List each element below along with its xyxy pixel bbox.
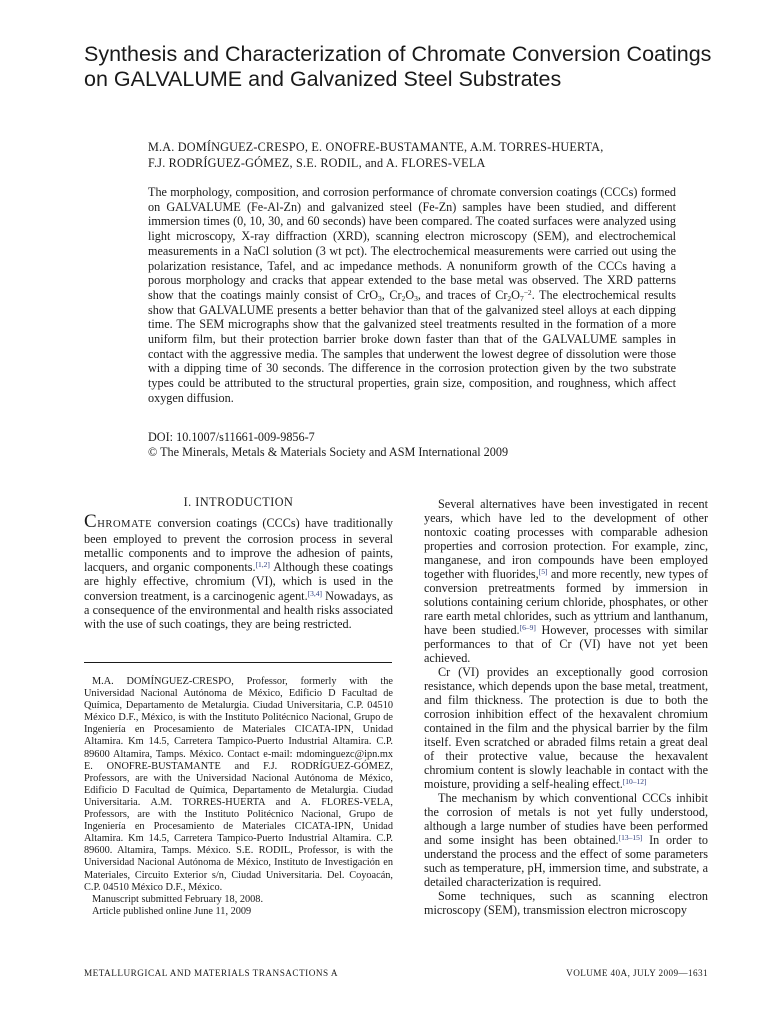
right-column bbox=[424, 497, 708, 917]
citation-link[interactable]: [13–15] bbox=[618, 833, 643, 842]
author-affiliations-footnote bbox=[84, 676, 393, 918]
copyright-notice: © The Minerals, Metals & Materials Society and ASM International 2009 bbox=[148, 445, 509, 459]
author-line: M.A. DOMÍNGUEZ-CRESPO, E. ONOFRE-BUSTAMANTE, A.M. TORRES-HUERTA, bbox=[148, 140, 604, 154]
section-heading-introduction: I. INTRODUCTION bbox=[183, 495, 294, 509]
author-list bbox=[148, 140, 688, 171]
body-paragraph: The mechanism by which conventional CCCs inhibit the corrosion of metals is not yet fully understood, although a large number of studies have been performed and some insight has been obtained.[13–15] In order to understand the process and the effect of some parameters such as temperature, pH, immersion time, and substrate, a detailed characterization is required. bbox=[424, 791, 708, 889]
affiliation-text: M.A. DOMÍNGUEZ-CRESPO, Professor, formerly with the Universidad Nacional Autónoma de México, Edificio D Facultad de Química, Departamento de Metalurgia. Ciudad Universitaria, C.P. 04510 México D.F., México, is with the Instituto Politécnico Nacional, Grupo de Ingeniería en Procesamiento de Materiales CICATA-IPN, Unidad Altamira. Km 14.5, Carretera Tampico-Puerto Industrial Altamira. C.P. 89600 Altamira, Tamps. México. Contact e-mail: mdominguezc@ipn.mx E. ONOFRE-BUSTAMANTE and F.J. RODRÍGUEZ-GÓMEZ, Professors, are with the Universidad Nacional Autónoma de México, Edificio D Facultad de Química, Departamento de Metalurgia. Ciudad Universitaria. A.M. TORRES-HUERTA and A. FLORES-VELA, Professors, are with the Instituto Politécnico Nacional, Grupo de Ingeniería en Procesamiento de Materiales CICATA-IPN, Unidad Altamira. Km 14.5, Carretera Tampico-Puerto Industrial Altamira. C.P. 89600. Altamira, Tamps. México. S.E. RODIL, Professor, is with the Universidad Nacional Autónoma de México, Instituto de Investigación en Materiales, Circuito Exterior s/n, Ciudad Universitaria. Del. Coyoacán, C.P. 04510 México D.F., México. bbox=[84, 676, 393, 893]
intro-paragraph: CHROMATE conversion coatings (CCCs) have traditionally been employed to prevent the corrosion process in several metallic components and to improve the adhesion of paints, lacquers, and organic components.[1,2] Although these coatings are highly effective, chromium (VI), which is used in the conversion treatment, is a carcinogenic agent.[3,4] Nowadays, as a consequence of the environmental and health risks associated with the use of such coatings, they are being restricted. bbox=[84, 511, 394, 631]
citation-link[interactable]: [10–12] bbox=[622, 777, 647, 786]
doi-block bbox=[148, 430, 676, 460]
abstract-text: The morphology, composition, and corrosion performance of chromate conversion coatings (CCCs) formed on GALVALUME (Fe-Al-Zn) and galvanized steel (Fe-Zn) samples have been studied, and different immersion times (0, 10, 30, and 60 seconds) have been compared. The coated surfaces were analyzed using light microscopy, X-ray diffraction (XRD), scanning electron microscopy (SEM), and electrochemical measurements in a NaCl solution (3 wt pct). The electrochemical measurements were carried out using the polarization resistance, Tafel, and ac impedance methods. A nonuniform growth of the CCCs having a porous morphology and cracks that appear extended to the base metal was observed. The XRD patterns show that the coatings mainly consist of CrO$_3$, $Cr_2O_3$, and traces of $Cr_2O_7^{-2}$. The electrochemical results show that GALVALUME presents a better behavior than that of the galvanized steel alloys at each dipping time. The SEM micrographs show that the galvanized steel treatments resulted in the formation of a more uniform film, but their protection barrier broke down faster than that of the GALVALUME samples in contact with the aggressive media. The samples that underwent the lowest degree of dissolution were those with a dipping time of 30 seconds. The difference in the corrosion protection given by the two substrate types could be attributed to the structural properties, grain size, composition, and roughness, which affect oxygen diffusion. bbox=[148, 185, 676, 405]
volume-page-footer: VOLUME 40A, JULY 2009—1631 bbox=[566, 968, 708, 978]
paper-title: Synthesis and Characterization of Chromate Conversion Coatings on GALVALUME and Galvanized Steel Substrates bbox=[84, 42, 712, 91]
citation-link[interactable]: [1,2] bbox=[255, 560, 270, 570]
body-paragraph: Several alternatives have been investigated in recent years, which have led to the development of other nontoxic coating processes with comparable adhesion properties and corrosion protection. For example, zinc, manganese, and iron compounds have been employed together with fluorides,[5] and more recently, new types of conversion pretreatments formed by immersion in solutions containing cerium chloride, phosphates, or other rare earth metal chlorides, such as yttrium and lanthanum, have been studied.[6–9] However, processes with similar performances to that of Cr (VI) have not yet been achieved. bbox=[424, 497, 709, 665]
citation-link[interactable]: [5] bbox=[538, 567, 548, 576]
left-column bbox=[84, 495, 393, 631]
body-paragraph: Some techniques, such as scanning electron microscopy (SEM), transmission electron microscopy bbox=[424, 889, 708, 917]
drop-cap: C bbox=[84, 511, 98, 533]
submission-date: Manuscript submitted February 18, 2008. bbox=[92, 893, 264, 905]
citation-link[interactable]: [3,4] bbox=[307, 588, 322, 598]
footnote-divider bbox=[84, 662, 392, 663]
abstract bbox=[148, 185, 676, 406]
publication-date: Article published online June 11, 2009 bbox=[92, 905, 252, 917]
author-line: F.J. RODRÍGUEZ-GÓMEZ, S.E. RODIL, and A. FLORES-VELA bbox=[148, 155, 486, 170]
doi-link[interactable]: DOI: 10.1007/s11661-009-9856-7 bbox=[148, 430, 315, 444]
body-paragraph: Cr (VI) provides an exceptionally good corrosion resistance, which depends upon the base metal, treatment, and film thickness. The protection is due to both the corrosion inhibition effect of the hexavalent chromium contained in the film and the physical barrier by the film itself. Even scratched or abraded films retain a great deal of their protective value, because the hexavalent chromium content is slowly leachable in contact with the moisture, providing a self-healing effect.[10–12] bbox=[424, 665, 708, 791]
citation-link[interactable]: [6–9] bbox=[519, 623, 536, 632]
journal-footer: METALLURGICAL AND MATERIALS TRANSACTIONS A bbox=[84, 968, 339, 978]
